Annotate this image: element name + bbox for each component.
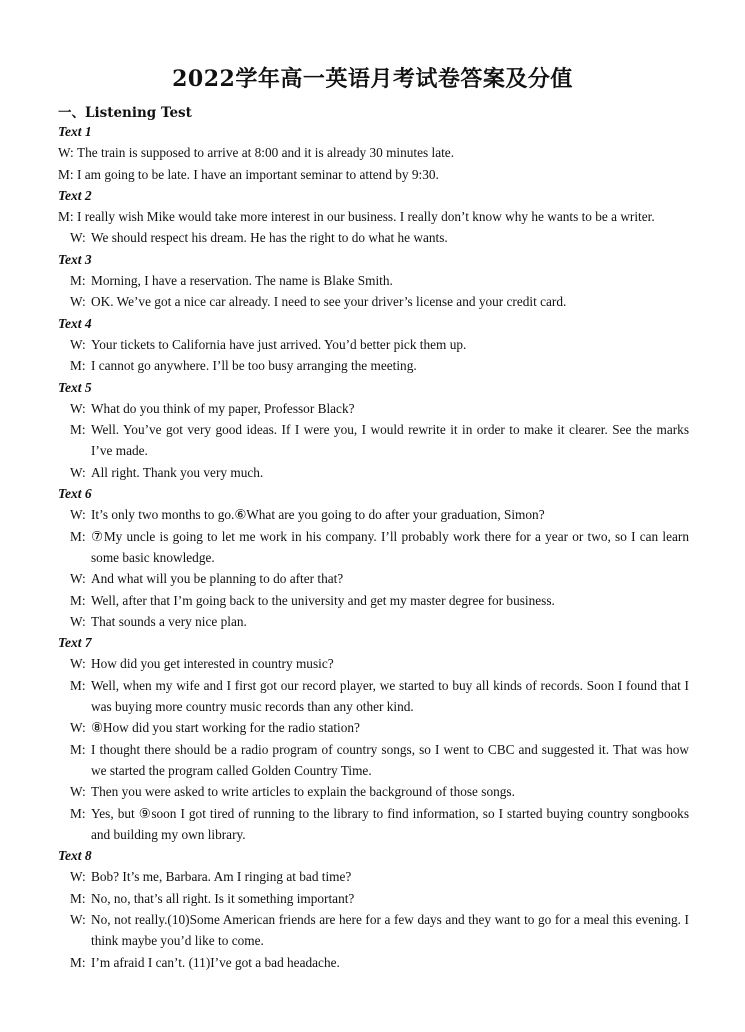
dialogue-line	[0, 653, 745, 674]
speaker-label: W:	[70, 656, 86, 672]
speaker-label: M:	[58, 166, 74, 182]
utterance-text: I am going to be late. I have an important seminar to attend by 9:30.	[77, 166, 439, 182]
speaker-label: M:	[70, 592, 86, 608]
speaker-label: W:	[58, 145, 74, 161]
speaker-label: W:	[70, 464, 86, 480]
utterance-text: All right. Thank you very much.	[91, 464, 264, 480]
utterance-text: Well, after that I’m going back to the university and get my master degree for business.	[91, 592, 555, 608]
utterance-text: The train is supposed to arrive at 8:00 and it is already 30 minutes late.	[77, 145, 455, 161]
speaker-label: W:	[70, 571, 86, 587]
utterance-text: Your tickets to California have just arrived. You’d better pick them up.	[91, 336, 467, 352]
speaker-label: M:	[58, 209, 74, 225]
utterance-text: Bob? It’s me, Barbara. Am I ringing at bad time?	[91, 869, 352, 885]
utterance-text: ⑧How did you start working for the radio station?	[91, 720, 360, 736]
speaker-label: M:	[70, 805, 86, 821]
utterance-text: And what will you be planning to do after that?	[91, 571, 344, 587]
text-label: Text 8	[58, 848, 92, 864]
section-heading: 一、Listening Test	[58, 105, 192, 121]
utterance-text: I cannot go anywhere. I’ll be too busy arranging the meeting.	[91, 358, 417, 374]
utterance-text: I really wish Mike would take more interest in our business. I really don’t know why he wants to be a writer.	[77, 209, 655, 225]
dialogue-line	[0, 419, 745, 462]
text-label: Text 5	[58, 379, 92, 395]
utterance-text: I’m afraid I can’t. (11)I’ve got a bad headache.	[91, 954, 340, 970]
dialogue-line	[0, 717, 745, 738]
dialogue-line	[0, 590, 745, 611]
dialogue-line	[0, 866, 745, 887]
dialogue-line	[0, 781, 745, 802]
utterance-text: Yes, but ⑨soon I got tired of running to the library to find information, so I started buying country songbooks and building my own library.	[91, 805, 689, 842]
dialogue-line	[0, 206, 745, 227]
dialogue-line	[0, 504, 745, 525]
utterance-text: Well. You’ve got very good ideas. If I were you, I would rewrite it in order to make it clearer. See the marks I’ve made.	[91, 422, 689, 459]
utterance-text: What do you think of my paper, Professor Black?	[91, 400, 355, 416]
speaker-label: M:	[70, 358, 86, 374]
speaker-label: W:	[70, 911, 86, 927]
speaker-label: M:	[70, 741, 86, 757]
utterance-text: Well, when my wife and I first got our record player, we started to buy all kinds of records. Soon I found that I was buying more country music records than any other kind.	[91, 677, 689, 715]
dialogue-line	[0, 462, 745, 483]
text-label: Text 6	[58, 486, 92, 502]
speaker-label: W:	[70, 720, 86, 736]
speaker-label: W:	[70, 400, 86, 416]
dialogue-line	[0, 355, 745, 376]
speaker-label: M:	[70, 528, 86, 544]
text-label: Text 1	[58, 124, 92, 139]
dialogue-line	[0, 142, 745, 163]
utterance-text: That sounds a very nice plan.	[91, 613, 247, 629]
speaker-label: W:	[70, 613, 86, 629]
utterance-text: It’s only two months to go.⑥What are you going to do after your graduation, Simon?	[91, 507, 545, 523]
transcript-body	[0, 121, 745, 973]
dialogue-line	[0, 398, 745, 419]
speaker-label: W:	[70, 869, 86, 885]
text-label: Text 4	[58, 315, 92, 331]
speaker-label: W:	[70, 507, 86, 523]
utterance-text: How did you get interested in country music?	[91, 656, 334, 672]
utterance-text: No, not really.(10)Some American friends are here for a few days and they want to go for a meal this evening. I think maybe you’d like to come.	[91, 911, 689, 949]
utterance-text: Morning, I have a reservation. The name is Blake Smith.	[91, 273, 393, 289]
speaker-label: W:	[70, 784, 86, 800]
dialogue-line	[0, 952, 745, 973]
dialogue-line	[0, 526, 745, 569]
utterance-text: We should respect his dream. He has the right to do what he wants.	[91, 230, 448, 246]
text-label: Text 3	[58, 251, 92, 267]
dialogue-line	[0, 909, 745, 952]
dialogue-line	[0, 739, 745, 782]
dialogue-line	[0, 227, 745, 248]
utterance-text: Then you were asked to write articles to explain the background of those songs.	[91, 784, 515, 800]
utterance-text: I thought there should be a radio program of country songs, so I went to CBC and suggested it. That was how we started the program called Golden Country Time.	[91, 741, 689, 778]
speaker-label: M:	[70, 677, 86, 693]
dialogue-line	[0, 611, 745, 632]
page-title: 2022学年高一英语月考试卷答案及分值	[172, 66, 573, 92]
dialogue-line	[0, 803, 745, 846]
dialogue-line	[0, 291, 745, 312]
speaker-label: W:	[70, 230, 86, 246]
speaker-label: W:	[70, 294, 86, 310]
dialogue-line	[0, 675, 745, 718]
speaker-label: M:	[70, 954, 86, 970]
text-label: Text 2	[58, 187, 92, 203]
utterance-text: ⑦My uncle is going to let me work in his company. I’ll probably work there for a year or two, so I can learn some basic knowledge.	[91, 528, 689, 565]
speaker-label: M:	[70, 890, 86, 906]
speaker-label: M:	[70, 273, 86, 289]
dialogue-line	[0, 334, 745, 355]
dialogue-line	[0, 270, 745, 291]
dialogue-line	[0, 164, 745, 185]
dialogue-line	[0, 888, 745, 909]
text-label: Text 7	[58, 635, 92, 651]
speaker-label: M:	[70, 422, 86, 438]
utterance-text: No, no, that’s all right. Is it something important?	[91, 890, 355, 906]
utterance-text: OK. We’ve got a nice car already. I need to see your driver’s license and your credit card.	[91, 294, 567, 310]
dialogue-line	[0, 568, 745, 589]
speaker-label: W:	[70, 336, 86, 352]
